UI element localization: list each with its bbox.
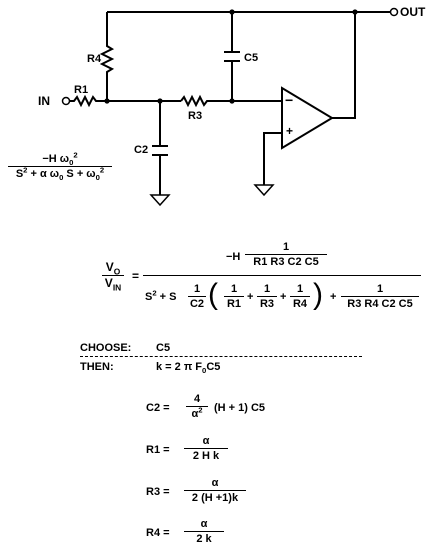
inv-c2-den: C2 xyxy=(189,298,205,311)
c2-formula-lhs: C2 = xyxy=(146,402,170,414)
r4-formula-num: α xyxy=(200,518,208,530)
last-term-den: R3 R4 C2 C5 xyxy=(347,298,413,311)
inv-r4-den: R4 xyxy=(292,298,308,311)
r4-label: R4 xyxy=(87,53,102,65)
dashed-divider xyxy=(80,356,362,357)
plus-ground xyxy=(255,185,273,195)
inv-r1-num: 1 xyxy=(230,283,238,295)
in-label: IN xyxy=(38,94,50,108)
r3-label: R3 xyxy=(188,110,203,122)
r1-formula-fraction xyxy=(184,435,228,462)
r1-formula-num: α xyxy=(202,435,210,447)
r4-formula-den: 2 k xyxy=(196,533,212,546)
vo-label: $V_O$ xyxy=(105,260,121,277)
inv-r3-fraction xyxy=(257,283,277,310)
c5-capacitor xyxy=(224,52,240,61)
choose-value: C5 xyxy=(156,342,171,354)
c2-capacitor xyxy=(152,146,168,155)
out-label: OUT xyxy=(400,5,426,19)
r4-formula-lhs: R4 = xyxy=(146,527,170,539)
vo-over-vin xyxy=(102,260,124,293)
c5-label: C5 xyxy=(244,52,259,64)
c2-formula-num: 4 xyxy=(193,393,201,405)
top-prefix: −H xyxy=(226,251,241,263)
inv-r1-fraction xyxy=(224,283,244,310)
r4-resistor xyxy=(102,12,112,101)
equals-sign: = xyxy=(132,269,140,283)
den-lead: $S^2 + S$ xyxy=(145,288,177,303)
right-paren: ) xyxy=(313,278,323,311)
circuit-schematic xyxy=(0,0,435,215)
r3-formula-num: α xyxy=(211,477,219,489)
vin-label: $V_{IN}$ xyxy=(104,276,122,293)
then-value: k = 2 π $F_0C5$ xyxy=(156,361,221,376)
inv-r4-num: 1 xyxy=(296,283,304,295)
opamp-plus-label: + xyxy=(286,124,294,138)
then-label: THEN: xyxy=(80,361,114,373)
top-num: 1 xyxy=(282,241,290,253)
r1-formula-den: 2 H k xyxy=(192,450,220,463)
r3-formula-lhs: R3 = xyxy=(146,486,170,498)
r3-formula-den: 2 (H +1)k xyxy=(191,492,239,505)
r1-label: R1 xyxy=(74,84,89,96)
in-terminal xyxy=(63,98,70,105)
inv-r3-den: R3 xyxy=(259,298,275,311)
c2-formula-den: $\alpha^2$ xyxy=(191,405,203,421)
c2-formula-tail: (H + 1) C5 xyxy=(214,402,266,414)
left-paren: ( xyxy=(208,278,218,311)
opamp-minus-label: − xyxy=(285,92,294,108)
plus-3: + xyxy=(330,291,337,303)
transfer-function xyxy=(8,150,112,183)
inv-r3-num: 1 xyxy=(263,283,271,295)
inv-r1-den: R1 xyxy=(226,298,242,311)
r4-formula-fraction xyxy=(184,518,224,545)
last-term-fraction xyxy=(341,283,419,310)
choose-label: CHOOSE: xyxy=(80,342,132,354)
r1-resistor xyxy=(70,97,107,105)
inv-c2-num: 1 xyxy=(193,283,201,295)
transfer-numerator: −H $\omega_0^2$ xyxy=(42,150,78,168)
r1-formula-lhs: R1 = xyxy=(146,444,170,456)
opamp-output xyxy=(332,12,355,118)
r3-resistor xyxy=(181,97,232,105)
main-fraction-bar xyxy=(143,275,421,276)
plus-wire xyxy=(264,133,282,185)
plus-2: + xyxy=(280,291,287,303)
inv-r4-fraction xyxy=(290,283,310,310)
top-fraction xyxy=(245,241,327,268)
r3-formula-fraction xyxy=(184,477,246,504)
inv-c2-fraction xyxy=(188,283,206,310)
out-terminal xyxy=(391,9,398,16)
c2-formula-fraction xyxy=(186,393,208,420)
transfer-denominator: $S^2 + \alpha$ $\omega_0$ $S + \omega_0^2$ xyxy=(15,165,105,183)
plus-1: + xyxy=(247,291,254,303)
top-den: R1 R3 C2 C5 xyxy=(253,256,319,269)
c2-ground xyxy=(151,195,169,205)
c2-label: C2 xyxy=(134,144,149,156)
last-term-num: 1 xyxy=(376,283,384,295)
